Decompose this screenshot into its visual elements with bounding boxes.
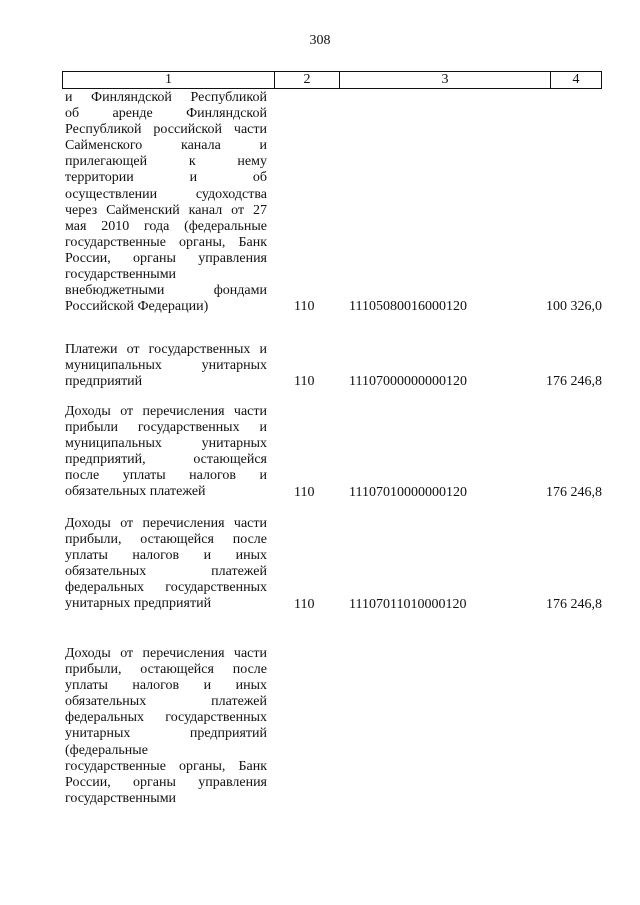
description-line: федеральных государственных xyxy=(65,580,267,596)
description-line: России, органы управления xyxy=(65,774,267,790)
description-line: прилегающей к нему xyxy=(65,154,267,170)
description-line: муниципальных унитарных xyxy=(65,358,267,374)
description-line: государственные органы, Банк xyxy=(65,234,267,250)
description-line: обязательных платежей xyxy=(65,564,267,580)
amount: 100 326,0 xyxy=(546,299,602,315)
classification-code: 11107010000000120 xyxy=(349,484,467,500)
description-line: обязательных платежей xyxy=(65,484,206,500)
description-line: обязательных платежей xyxy=(65,694,267,710)
amount: 176 246,8 xyxy=(546,374,602,390)
description-line: (федеральные xyxy=(65,742,148,758)
description-line: уплаты налогов и иных xyxy=(65,678,267,694)
description-line: Сайменского канала и xyxy=(65,138,267,154)
admin-code: 110 xyxy=(294,374,315,390)
description-line: предприятий, остающейся xyxy=(65,452,267,468)
header-col-4: 4 xyxy=(550,72,601,88)
classification-code: 11105080016000120 xyxy=(349,299,467,315)
description-line: государственные органы, Банк xyxy=(65,758,267,774)
description-line: унитарных предприятий xyxy=(65,726,267,742)
header-col-1: 1 xyxy=(165,72,172,87)
description-line: Республикой российской части xyxy=(65,122,267,138)
description-line: через Сайменский канал от 27 xyxy=(65,202,267,218)
header-col-2: 2 xyxy=(274,72,339,88)
description-line: после уплаты налогов и xyxy=(65,468,267,484)
page-number: 308 xyxy=(309,33,331,48)
header-col-3: 3 xyxy=(339,72,550,88)
description-line: предприятий xyxy=(65,374,143,390)
description-line: Российской Федерации) xyxy=(65,299,209,315)
description-line: федеральных государственных xyxy=(65,710,267,726)
row-description xyxy=(65,90,267,315)
description-line: унитарных предприятий xyxy=(65,596,212,612)
description-line: и Финляндской Республикой xyxy=(65,90,267,105)
table-header xyxy=(62,71,602,89)
description-line: территории и об xyxy=(65,170,267,186)
row-description xyxy=(65,342,267,390)
amount: 176 246,8 xyxy=(546,596,602,612)
description-line: государственными xyxy=(65,790,177,806)
description-line: муниципальных унитарных xyxy=(65,436,267,452)
description-line: прибыли, остающейся после xyxy=(65,662,267,678)
description-line: осуществлении судоходства xyxy=(65,186,267,202)
classification-code: 11107011010000120 xyxy=(349,596,467,612)
row-description xyxy=(65,404,267,501)
description-line: уплаты налогов и иных xyxy=(65,548,267,564)
description-line: государственными xyxy=(65,267,177,283)
description-line: мая 2010 года (федеральные xyxy=(65,218,267,234)
classification-code: 11107000000000120 xyxy=(349,374,467,390)
description-line: России, органы управления xyxy=(65,250,267,266)
description-line: Доходы от перечисления части xyxy=(65,404,267,419)
description-line: прибыли государственных и xyxy=(65,420,267,436)
description-line: об аренде Финляндской xyxy=(65,106,267,122)
row-description xyxy=(65,516,267,613)
admin-code: 110 xyxy=(294,299,315,315)
description-line: Платежи от государственных и xyxy=(65,342,267,357)
admin-code: 110 xyxy=(294,484,315,500)
amount: 176 246,8 xyxy=(546,484,602,500)
description-line: внебюджетными фондами xyxy=(65,283,267,299)
description-line: прибыли, остающейся после xyxy=(65,532,267,548)
row-description xyxy=(65,646,267,807)
description-line: Доходы от перечисления части xyxy=(65,516,267,531)
description-line: Доходы от перечисления части xyxy=(65,646,267,661)
admin-code: 110 xyxy=(294,596,315,612)
